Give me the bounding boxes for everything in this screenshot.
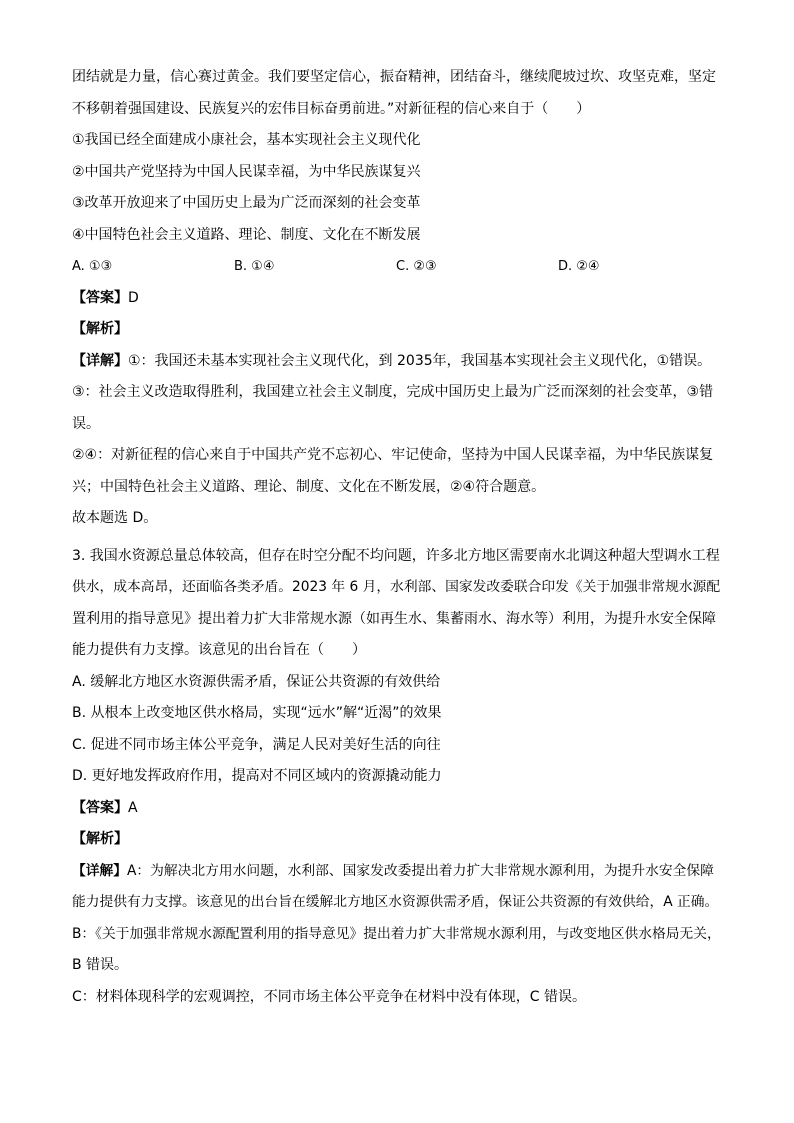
detail-tag: 【详解】 (72, 352, 128, 369)
q2-detail-line-5: 兴；中国特色社会主义道路、理论、制度、文化在不断发展，②④符合题意。 (72, 478, 546, 495)
q2-option-a: A. ①③ (72, 259, 113, 274)
q3-stem-line-1: 3. 我国水资源总量总体较高，但存在时空分配不均问题，许多北方地区需要南水北调这种超大型调水工程 (72, 547, 720, 564)
q2-answer (72, 283, 724, 315)
q2-statement-2: ②中国共产党坚持为中国人民谋幸福，为中华民族谋复兴 (72, 163, 421, 180)
answer-tag: 【答案】 (72, 289, 128, 306)
q2-statement-3: ③改革开放迎来了中国历史上最为广泛而深刻的社会变革 (72, 195, 421, 211)
q2-detail-line-1 (72, 346, 724, 378)
q2-option-b: B. ①④ (234, 259, 275, 274)
q2-detail-line-3: 误。 (72, 415, 100, 432)
q3-detail-line-5: C：材料体现科学的宏观调控，不同市场主体公平竞争在材料中没有体现，C 错误。 (72, 988, 586, 1005)
q3-option-a: A. 缓解北方地区水资源供需矛盾，保证公共资源的有效供给 (72, 673, 441, 690)
q3-option-d: D. 更好地发挥政府作用，提高对不同区域内的资源撬动能力 (72, 768, 442, 784)
q3-answer (72, 793, 724, 825)
q3-stem-line-3: 置利用的指导意见》提出着力扩大非常规水源（如再生水、集蓄雨水、海水等）利用，为提升水安全保障 (72, 610, 716, 627)
q2-analysis-tag: 【解析】 (72, 321, 128, 337)
page-content (72, 62, 724, 1013)
detail-text: ①：我国还未基本实现社会主义现代化，到 2035年，我国基本实现社会主义现代化，①错误。 (128, 352, 712, 369)
q2-option-c: C. ②③ (396, 259, 437, 274)
q2-options (72, 251, 724, 283)
q3-detail-line-4: B 错误。 (72, 957, 129, 973)
q2-option-d: D. ②④ (558, 259, 600, 274)
q3-detail-line-1 (72, 856, 724, 888)
answer-tag: 【答案】 (72, 799, 128, 816)
q2-statement-1: ①我国已经全面建成小康社会，基本实现社会主义现代化 (72, 132, 421, 148)
detail-tag: 【详解】 (72, 862, 128, 879)
q3-stem-line-2: 供水，成本高昂，还面临各类矛盾。2023 年 6 月，水利部、国家发改委联合印发《关于加强非常规水源配 (72, 579, 721, 595)
q3-detail-line-3: B：《关于加强非常规水源配置利用的指导意见》提出着力扩大非常规水源利用，与改变地区供水格局无关， (72, 925, 721, 942)
q3-option-b: B. 从根本上改变地区供水格局，实现“远水”解“近渴”的效果 (72, 705, 442, 721)
q2-conclusion: 故本题选 D。 (72, 510, 158, 526)
q3-stem-line-4: 能力提供有力支撑。该意见的出台旨在（ ） (72, 642, 366, 658)
detail-text: A：为解决北方用水问题，水利部、国家发改委提出着力扩大非常规水源利用，为提升水安全保障 (127, 862, 714, 879)
q2-stem-line-2: 不移朝着强国建设、民族复兴的宏伟目标奋勇前进。”对新征程的信心来自于（ ） (72, 100, 591, 117)
q2-statement-4: ④中国特色社会主义道路、理论、制度、文化在不断发展 (72, 226, 421, 243)
answer-value: A (128, 799, 138, 816)
q2-stem-line-1: 团结就是力量，信心赛过黄金。我们要坚定信心，振奋精神，团结奋斗，继续爬坡过坎、攻坚克难，坚定 (72, 69, 716, 85)
q3-detail-line-2: 能力提供有力支撑。该意见的出台旨在缓解北方地区水资源供需矛盾，保证公共资源的有效供给，A 正确。 (72, 894, 719, 910)
q3-analysis-tag: 【解析】 (72, 831, 128, 847)
q2-detail-line-4: ②④：对新征程的信心来自于中国共产党不忘初心、牢记使命，坚持为中国人民谋幸福，为中华民族谋复 (72, 447, 714, 463)
answer-value: D (128, 289, 139, 306)
q3-option-c: C. 促进不同市场主体公平竞争，满足人民对美好生活的向往 (72, 736, 441, 753)
q2-detail-line-2: ③：社会主义改造取得胜利，我国建立社会主义制度，完成中国历史上最为广泛而深刻的社会变革，③错 (72, 384, 714, 400)
